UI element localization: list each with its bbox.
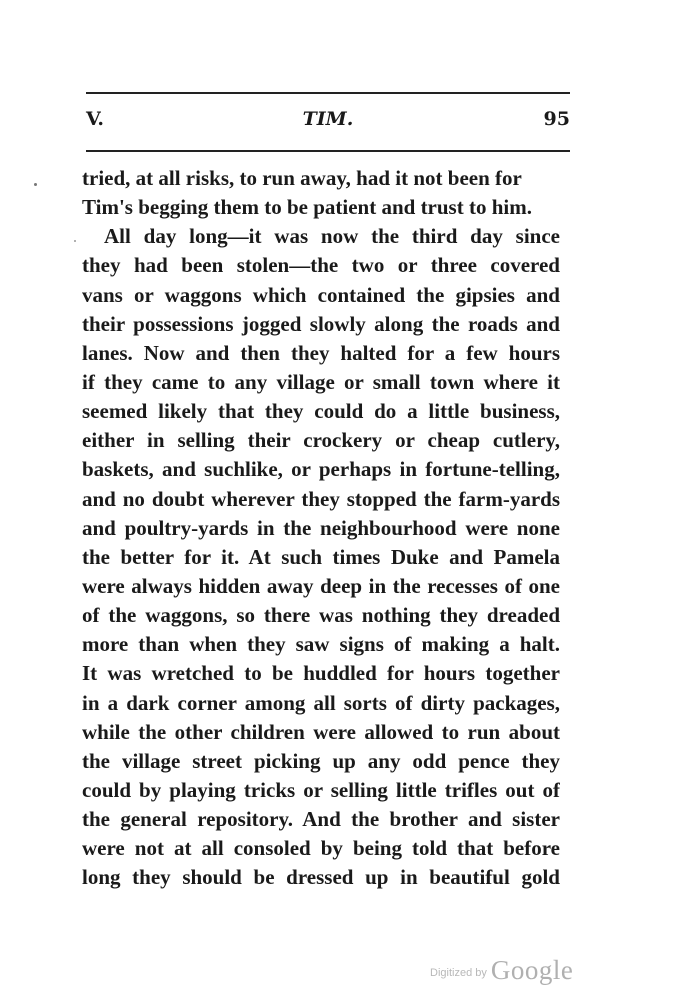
header-rule-bottom xyxy=(86,150,570,152)
text-line: while the other children were allowed to run about xyxy=(82,719,560,744)
text-line: in a dark corner among all sorts of dirty packages, xyxy=(82,690,560,715)
text-line: long they should be dressed up in beautiful gold xyxy=(82,865,560,890)
margin-speck xyxy=(34,183,37,186)
text-line: All day long—it was now the third day since xyxy=(104,224,560,249)
text-line: of the waggons, so there was nothing they dreaded xyxy=(82,603,560,628)
text-line: either in selling their crockery or cheap cutlery, xyxy=(82,428,560,453)
text-line: tried, at all risks, to run away, had it not been for xyxy=(82,166,522,190)
body-text xyxy=(82,164,560,893)
page-number: 95 xyxy=(543,108,570,130)
running-head xyxy=(86,104,570,134)
text-line: the general repository. And the brother and sister xyxy=(82,807,560,832)
header-rule-top xyxy=(86,92,570,94)
digitized-watermark xyxy=(430,946,573,986)
margin-speck xyxy=(74,240,76,242)
text-line: the village street picking up any odd pence they xyxy=(82,748,560,773)
chapter-number: V. xyxy=(86,108,105,130)
google-logo: Google xyxy=(490,955,574,985)
text-line: and no doubt wherever they stopped the farm-yards xyxy=(82,486,560,511)
text-line: vans or waggons which contained the gipsies and xyxy=(82,282,560,307)
text-line: Tim's begging them to be patient and trust to him. xyxy=(82,195,532,220)
text-line: were not at all consoled by being told that before xyxy=(82,836,560,861)
text-line: seemed likely that they could do a little business, xyxy=(82,399,560,424)
text-line: were always hidden away deep in the recesses of one xyxy=(82,573,560,598)
watermark-prefix: Digitized by xyxy=(430,967,487,979)
text-line: It was wretched to be huddled for hours together xyxy=(82,661,560,686)
text-line: baskets, and suchlike, or perhaps in fortune-telling, xyxy=(82,457,560,482)
text-line: their possessions jogged slowly along the roads and xyxy=(82,311,560,336)
running-title: TIM. xyxy=(302,108,354,130)
text-line: the better for it. At such times Duke and Pamela xyxy=(82,544,560,569)
text-line: and poultry-yards in the neighbourhood were none xyxy=(82,515,560,540)
text-line: they had been stolen—the two or three covered xyxy=(82,253,560,278)
text-line: lanes. Now and then they halted for a few hours xyxy=(82,340,560,365)
text-line: more than when they saw signs of making a halt. xyxy=(82,632,560,657)
text-line: could by playing tricks or selling little trifles out of xyxy=(82,777,560,802)
text-line: if they came to any village or small town where it xyxy=(82,369,560,394)
